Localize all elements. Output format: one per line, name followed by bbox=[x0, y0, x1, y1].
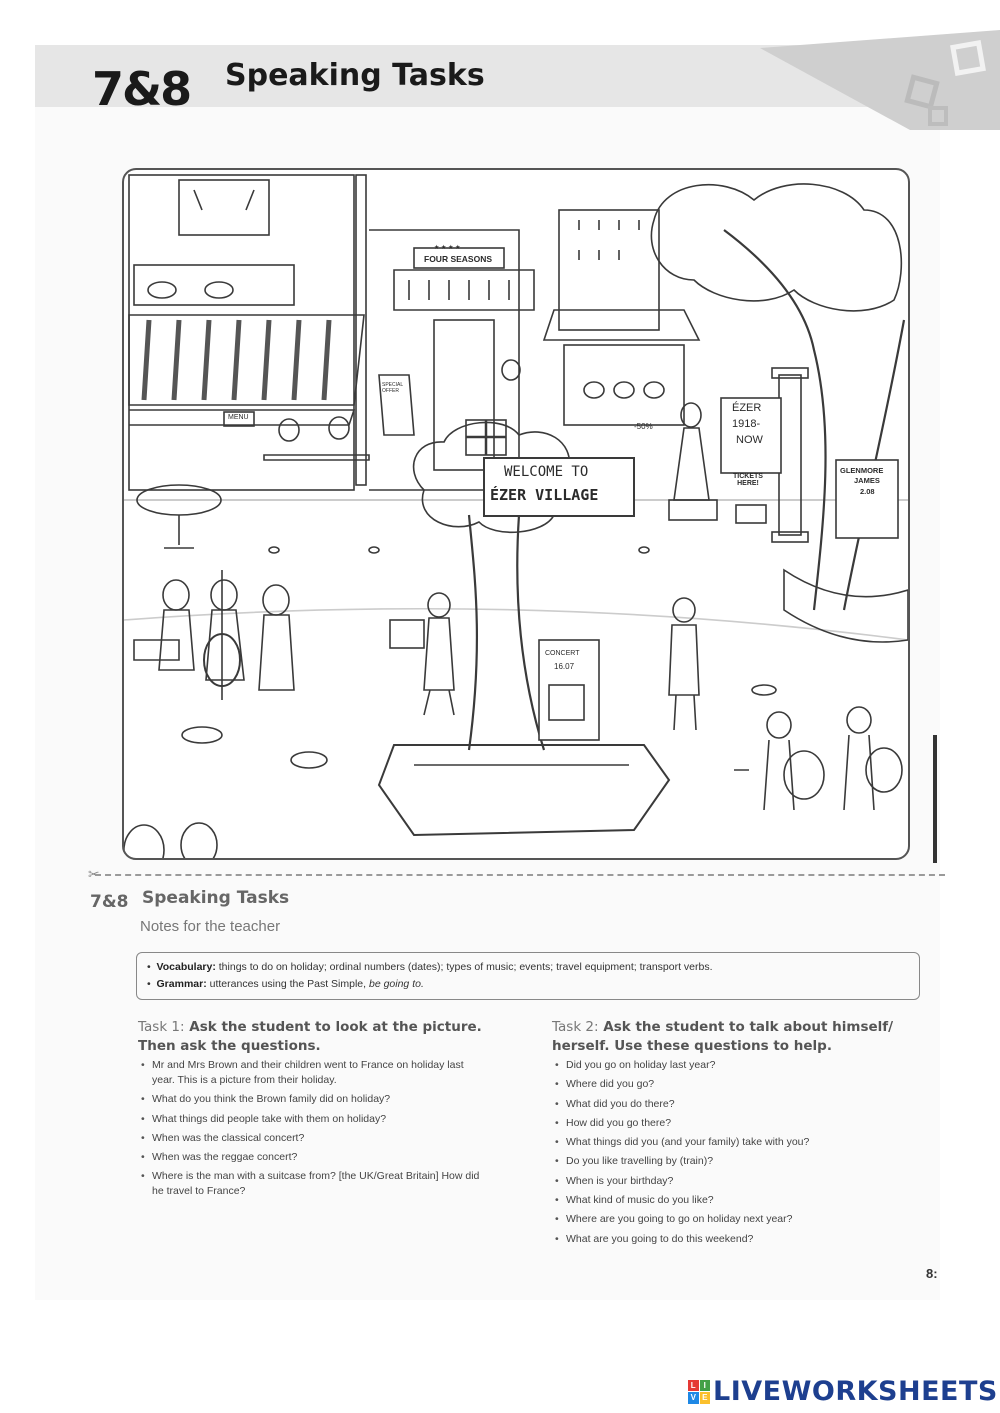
vocabulary-note: • Vocabulary: things to do on holiday; ordinal numbers (dates); types of music; events; travel equipment; transport verbs. bbox=[147, 961, 713, 973]
glenmore-poster-3: 2.08 bbox=[860, 487, 875, 496]
teacher-section-number: 7&8 bbox=[90, 892, 129, 912]
task-1-item: • When was the reggae concert? bbox=[152, 1150, 488, 1165]
logo-letter: E bbox=[700, 1392, 711, 1404]
sale-sign: -50% bbox=[634, 422, 653, 431]
brand-name: LIVEWORKSHEETS bbox=[713, 1376, 998, 1407]
task-2-item: • Do you like travelling by (train)? bbox=[566, 1154, 902, 1169]
task-2-item: • What are you going to do this weekend? bbox=[566, 1232, 902, 1247]
notes-label: Notes for the teacher bbox=[140, 918, 281, 935]
liveworksheets-logo-icon bbox=[688, 1380, 710, 1404]
special-offer-sign: SPECIAL OFFER bbox=[382, 382, 403, 394]
grammar-italic: be going to. bbox=[368, 978, 424, 990]
task-1-item: • What do you think the Brown family did on holiday? bbox=[152, 1092, 488, 1107]
task-2-item: • When is your birthday? bbox=[566, 1174, 902, 1189]
task-2-label: Task 2: bbox=[552, 1019, 599, 1035]
task-1 bbox=[138, 1018, 488, 1204]
hotel-stars: ★ ★ ★ ★ bbox=[434, 245, 461, 251]
concert-poster-2: 16.07 bbox=[554, 662, 575, 671]
scissors-icon: ✂ bbox=[88, 866, 100, 882]
task-2-item: • How did you go there? bbox=[566, 1116, 902, 1131]
header-decoration bbox=[760, 30, 1000, 130]
task-2-item: • Did you go on holiday last year? bbox=[566, 1058, 902, 1073]
task-2-item: • Where did you go? bbox=[566, 1077, 902, 1092]
task-2-item: • What kind of music do you like? bbox=[566, 1193, 902, 1208]
task-2-list bbox=[552, 1058, 902, 1247]
ezer-sign-3: NOW bbox=[736, 434, 763, 446]
task-1-list bbox=[138, 1058, 488, 1199]
task-1-heading-text: Ask the student to look at the picture. Then ask the questions. bbox=[138, 1019, 482, 1054]
teacher-section-title: Speaking Tasks bbox=[142, 888, 290, 908]
liveworksheets-brand[interactable] bbox=[688, 1376, 998, 1407]
task-1-item: • What things did people take with them on holiday? bbox=[152, 1112, 488, 1127]
logo-letter: V bbox=[688, 1392, 699, 1404]
task-1-heading bbox=[138, 1018, 488, 1056]
welcome-sign-line1: WELCOME TO bbox=[504, 464, 589, 480]
vocabulary-label: Vocabulary: bbox=[156, 961, 216, 973]
grammar-label: Grammar: bbox=[156, 978, 207, 990]
ezer-sign-2: 1918- bbox=[732, 418, 761, 430]
concert-poster-1: CONCERT bbox=[545, 650, 580, 657]
tickets-sign: TICKETS HERE! bbox=[733, 473, 763, 487]
cut-line bbox=[95, 874, 945, 876]
logo-letter: L bbox=[688, 1380, 699, 1392]
vocabulary-text: things to do on holiday; ordinal numbers (dates); types of music; events; travel equipment; transport verbs. bbox=[215, 961, 713, 973]
glenmore-poster-2: JAMES bbox=[854, 476, 880, 485]
ezer-sign-1: ÉZER bbox=[732, 402, 762, 414]
margin-bracket bbox=[933, 735, 937, 863]
page-title: Speaking Tasks bbox=[225, 58, 485, 93]
task-1-item: • When was the classical concert? bbox=[152, 1131, 488, 1146]
task-1-item: • Mr and Mrs Brown and their children went to France on holiday last year. This is a picture from their holiday. bbox=[152, 1058, 488, 1088]
task-2 bbox=[552, 1018, 902, 1251]
task-2-item: • What things did you (and your family) take with you? bbox=[566, 1135, 902, 1150]
village-square-illustration bbox=[122, 168, 910, 860]
section-number: 7&8 bbox=[92, 62, 191, 116]
logo-letter: I bbox=[700, 1380, 711, 1392]
grammar-note: • Grammar: utterances using the Past Simple, be going to. bbox=[147, 978, 424, 990]
task-2-heading bbox=[552, 1018, 902, 1056]
notes-box bbox=[136, 952, 920, 1000]
task-2-heading-text: Ask the student to talk about himself/ herself. Use these questions to help. bbox=[552, 1019, 894, 1054]
menu-sign: MENU bbox=[228, 414, 249, 421]
glenmore-poster-1: GLENMORE bbox=[840, 466, 884, 475]
task-1-item: • Where is the man with a suitcase from? [the UK/Great Britain] How did he travel to France? bbox=[152, 1169, 488, 1199]
task-2-item: • Where are you going to go on holiday next year? bbox=[566, 1212, 902, 1227]
grammar-text: utterances using the Past Simple, bbox=[206, 978, 369, 990]
task-2-item: • What did you do there? bbox=[566, 1097, 902, 1112]
welcome-sign-line2: ÉZER VILLAGE bbox=[490, 486, 599, 504]
task-1-label: Task 1: bbox=[138, 1019, 185, 1035]
hotel-sign: FOUR SEASONS bbox=[424, 254, 493, 264]
page-number: 8: bbox=[926, 1266, 938, 1281]
